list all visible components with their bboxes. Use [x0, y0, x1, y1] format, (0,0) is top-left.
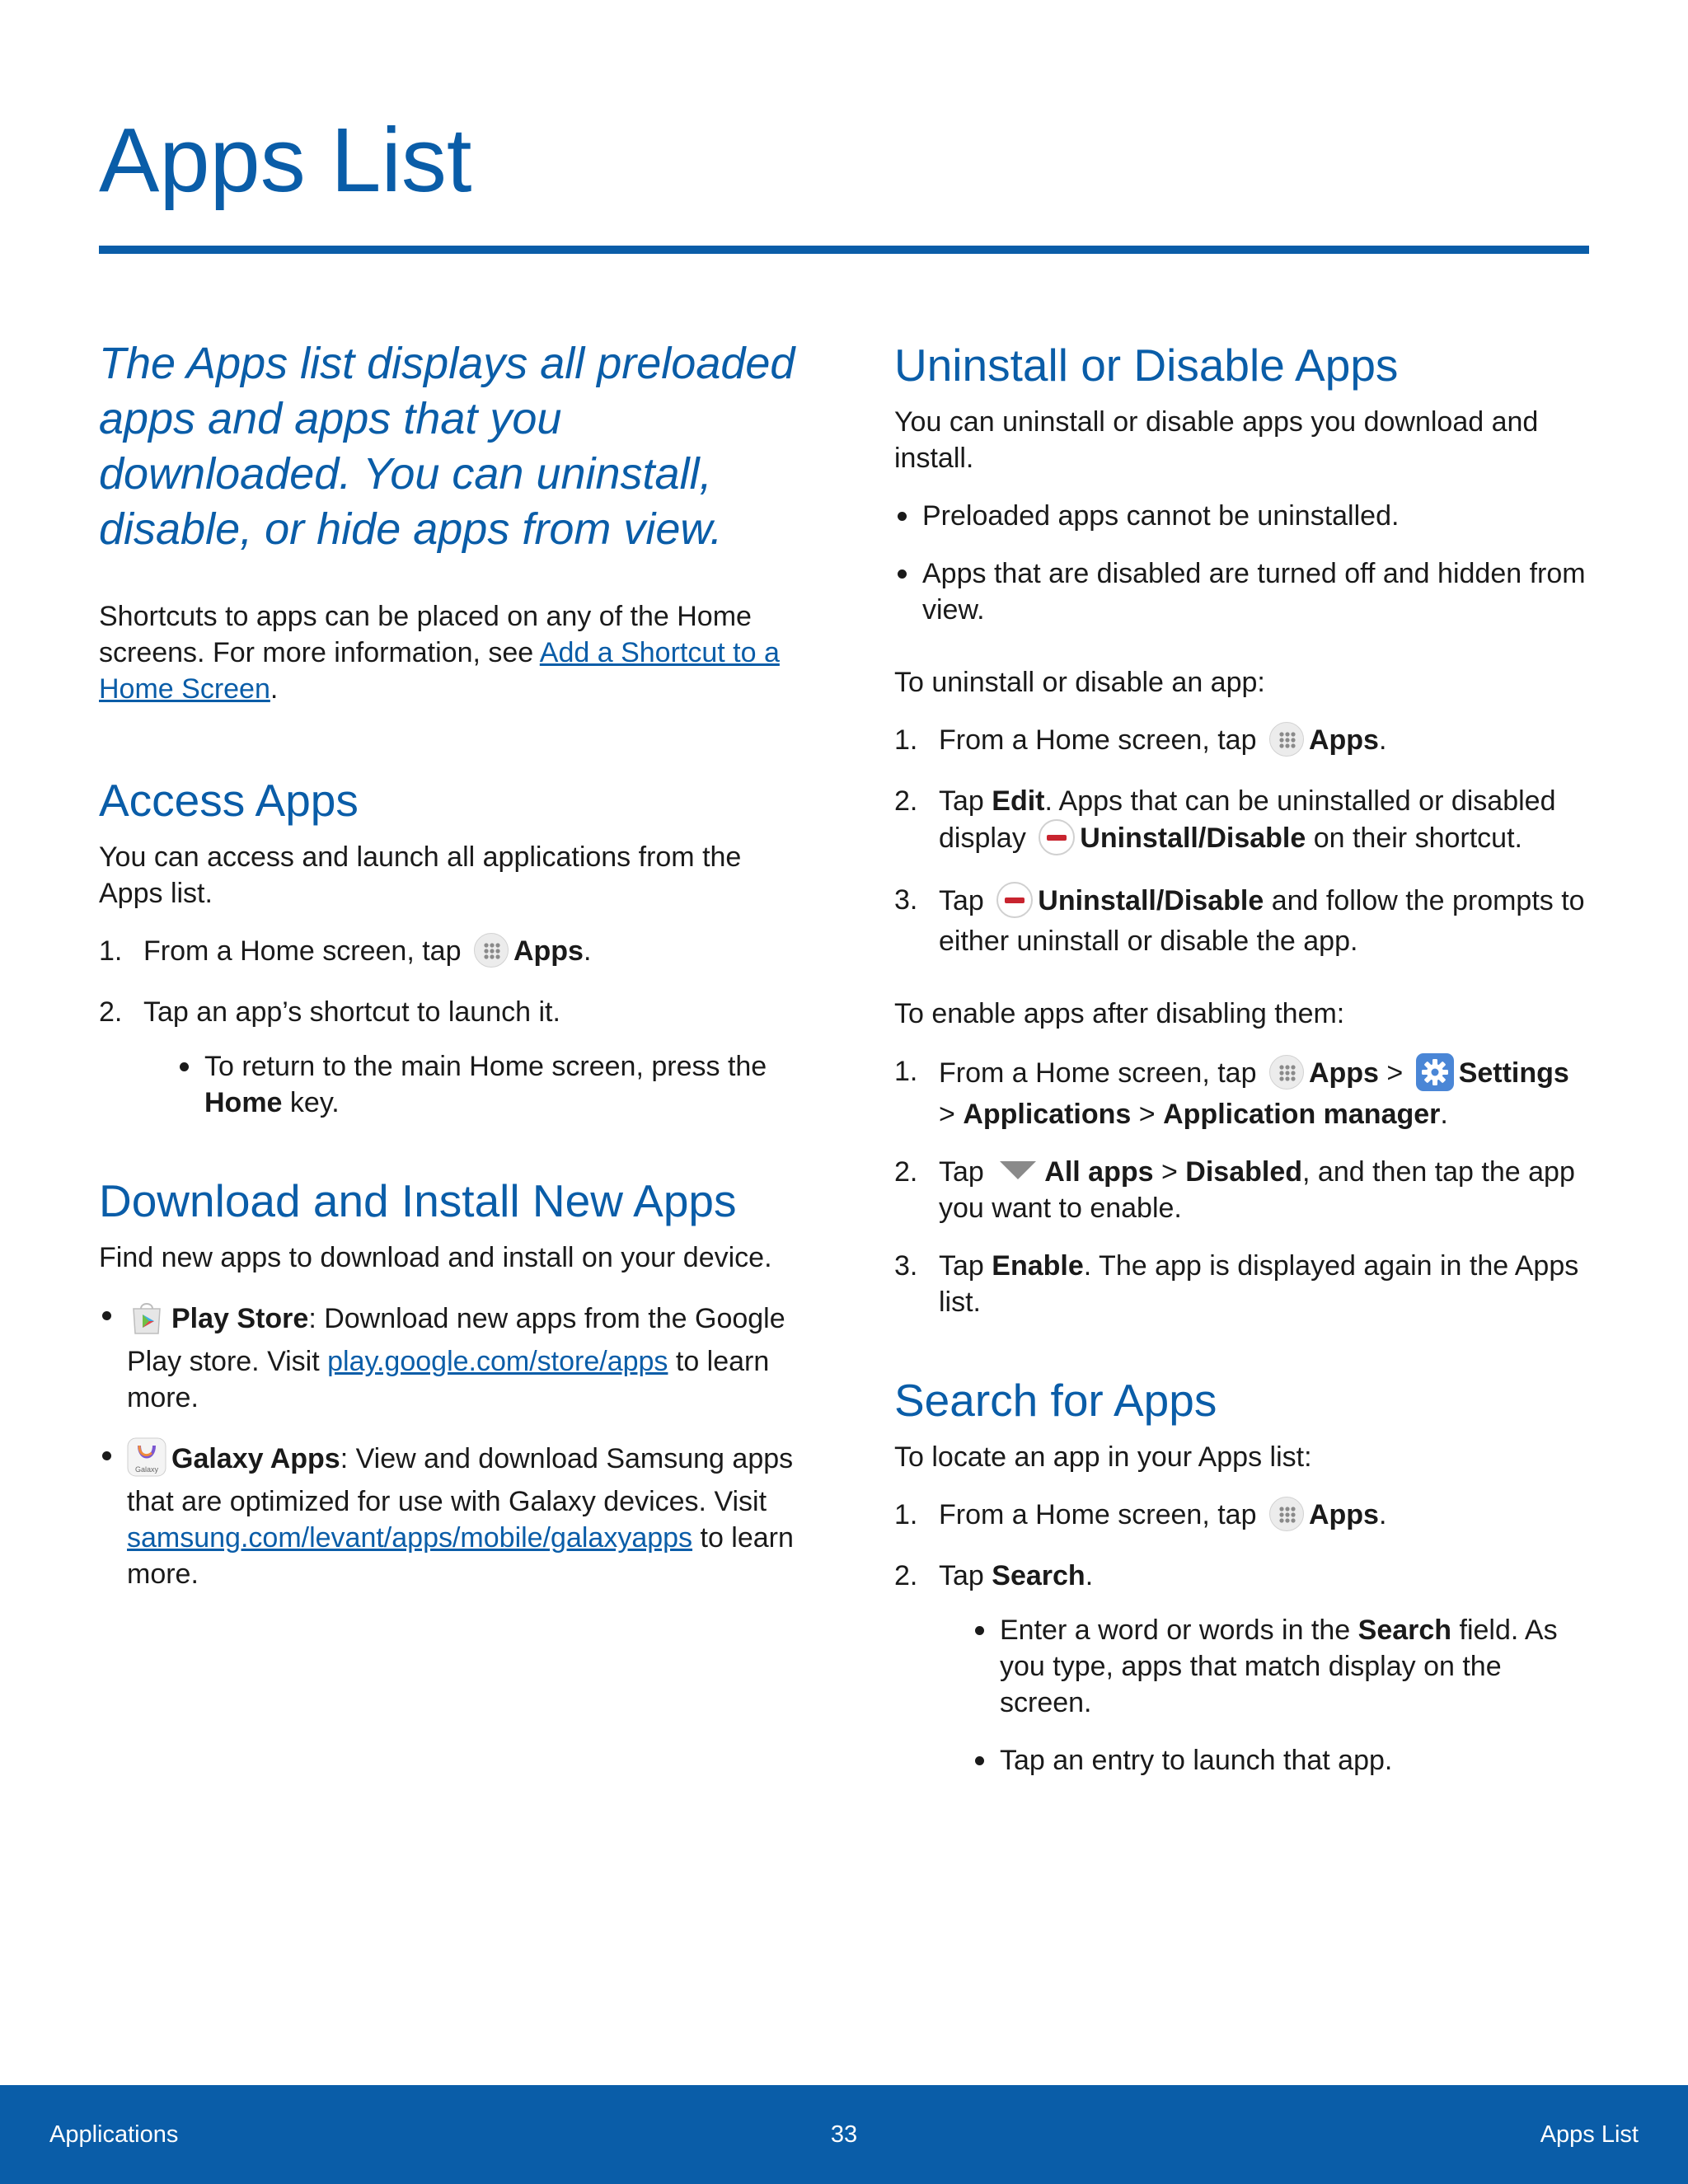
uninstall-step-1: 1. From a Home screen, tap Apps.	[894, 722, 1591, 762]
heading-download-apps: Download and Install New Apps	[99, 1175, 737, 1227]
shortcuts-text: Shortcuts to apps can be placed on any of the Home screens. For more information, see	[99, 601, 752, 668]
section-download-apps	[99, 1172, 808, 1592]
left-column	[99, 336, 808, 1643]
add-shortcut-link[interactable]: Add a Shortcut to a Home Screen	[99, 637, 780, 705]
play-store-link[interactable]: play.google.com/store/apps	[327, 1346, 668, 1378]
apps-grid-icon	[1269, 722, 1304, 757]
intro-text: The Apps list displays all preloaded apps and apps that you downloaded. You can uninstall, disable, or hide apps from view.	[99, 339, 795, 554]
galaxy-apps-link[interactable]: samsung.com/levant/apps/mobile/galaxyapps	[127, 1522, 693, 1554]
dropdown-triangle-icon	[1000, 1161, 1036, 1179]
enable-step-2: 2. Tap All apps > Disabled, and then tap the app you want to enable.	[894, 1156, 1575, 1225]
right-column	[894, 336, 1591, 1830]
shortcuts-paragraph: Shortcuts to apps can be placed on any of the Home screens. For more information, see Add a Shortcut to a Home Screen.	[99, 601, 780, 705]
enable-intro: To enable apps after disabling them:	[894, 998, 1345, 1030]
access-step-1: 1. From a Home screen, tap Apps.	[99, 933, 808, 972]
access-body: You can access and launch all applications from the Apps list.	[99, 841, 742, 909]
download-body: Find new apps to download and install on your device.	[99, 1242, 772, 1274]
enable-step-3: 3. Tap Enable. The app is displayed again in the Apps list.	[894, 1250, 1579, 1319]
page-title: Apps List	[99, 110, 472, 211]
apps-grid-icon	[1269, 1055, 1304, 1090]
search-steps	[894, 1497, 1591, 1779]
uninstall-body: You can uninstall or disable apps you download and install.	[894, 406, 1539, 474]
play-store-item: Play Store: Download new apps from the Google Play store. Visit play.google.com/store/apps to learn more.	[99, 1297, 808, 1416]
enable-step-1: 1. From a Home screen, tap Apps > Settings > Applications > Application manager.	[894, 1053, 1591, 1132]
svg-text:Galaxy: Galaxy	[134, 1465, 159, 1474]
access-step-2: 2. Tap an app’s shortcut to launch it. To return to the main Home screen, press the Home key.	[99, 994, 808, 1121]
download-list	[99, 1297, 808, 1592]
minus-circle-icon	[1039, 819, 1075, 855]
search-body: To locate an app in your Apps list:	[894, 1441, 1312, 1474]
list-item: Enter a word or words in the Search field. As you type, apps that match display on the screen.	[972, 1612, 1591, 1721]
page-footer	[0, 2085, 1688, 2184]
uninstall-step-3: 3. Tap Uninstall/Disable and follow the prompts to either uninstall or disable the app.	[894, 882, 1591, 959]
list-item: Preloaded apps cannot be uninstalled.	[894, 498, 1591, 534]
uninstall-steps	[894, 722, 1591, 959]
uninstall-step-2: 2. Tap Edit. Apps that can be uninstalled or disabled display Uninstall/Disable on their shortcut.	[894, 783, 1591, 860]
list-item: Tap an entry to launch that app.	[972, 1742, 1591, 1779]
heading-uninstall-apps: Uninstall or Disable Apps	[894, 340, 1399, 391]
section-search-apps	[894, 1371, 1591, 1779]
enable-steps	[894, 1053, 1591, 1320]
heading-access-apps: Access Apps	[99, 775, 359, 826]
gear-icon	[1416, 1053, 1454, 1091]
uninstall-intro: To uninstall or disable an app:	[894, 667, 1265, 698]
heading-search-apps: Search for Apps	[894, 1375, 1217, 1427]
footer-page-number: 33	[830, 2121, 858, 2148]
play-store-icon	[127, 1297, 166, 1337]
title-rule	[99, 246, 1589, 254]
apps-grid-icon	[1269, 1497, 1304, 1531]
footer-chapter: Applications	[49, 2121, 179, 2148]
section-uninstall-apps	[894, 336, 1591, 1320]
galaxy-apps-icon	[127, 1437, 166, 1477]
uninstall-bullets	[894, 498, 1591, 628]
search-step-2-sub	[939, 1612, 1591, 1779]
galaxy-apps-item: Galaxy Galaxy Apps: View and download Samsung apps that are optimized for use with Galaxy devices. Visit samsung.com/levant/apps/mobile/galaxyapps to learn more.	[99, 1437, 808, 1592]
list-item: To return to the main Home screen, press the Home key.	[176, 1048, 808, 1121]
access-steps	[99, 933, 808, 1121]
search-step-1: 1. From a Home screen, tap Apps.	[894, 1497, 1591, 1536]
access-step-2-sub	[143, 1048, 808, 1121]
section-access-apps	[99, 771, 808, 1121]
footer-section: Apps List	[1540, 2121, 1639, 2148]
search-step-2: 2. Tap Search. Enter a word or words in the Search field. As you type, apps that match display on the screen. Tap an entry to launch that app.	[894, 1558, 1591, 1779]
apps-grid-icon	[474, 933, 509, 968]
minus-circle-icon	[996, 882, 1033, 918]
list-item: Apps that are disabled are turned off and hidden from view.	[894, 555, 1591, 628]
